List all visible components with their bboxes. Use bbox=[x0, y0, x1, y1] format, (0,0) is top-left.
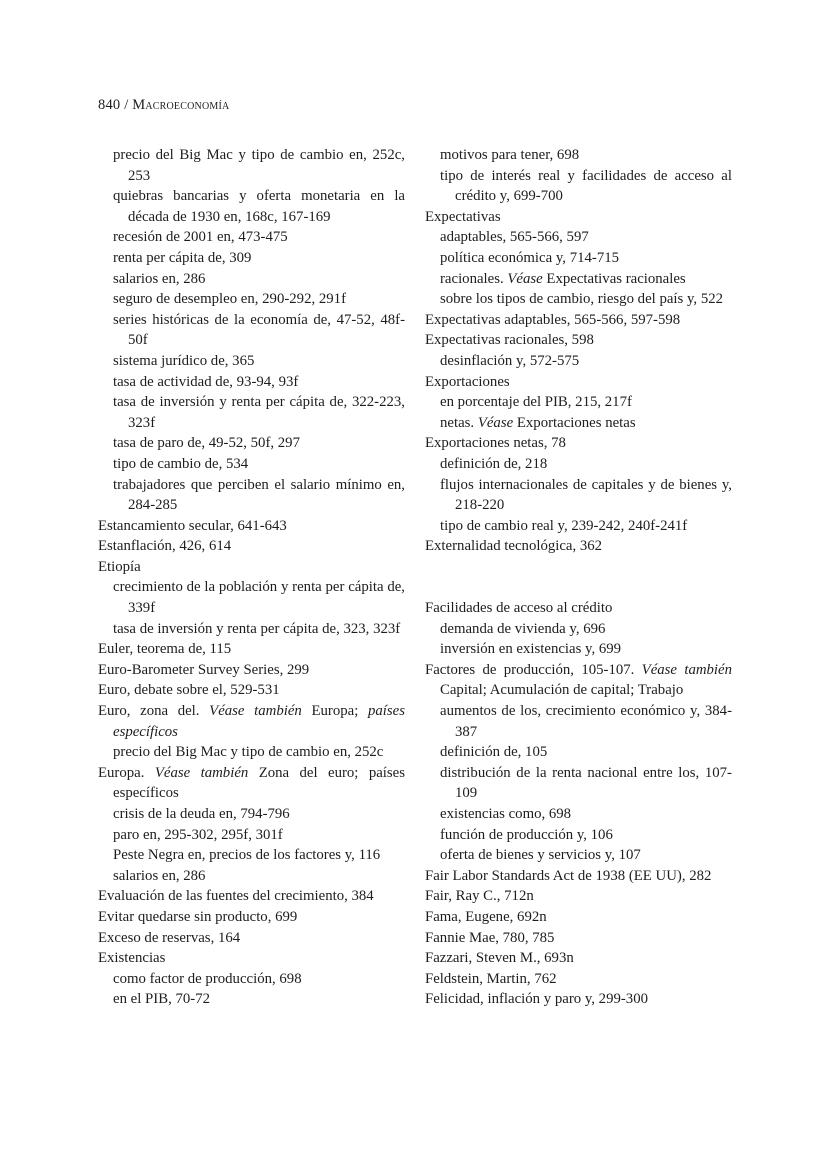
entry-text: Expectativas adaptables, 565-566, 597-598 bbox=[425, 311, 681, 328]
entry-text: flujos internacionales de capitales y de bienes y, 218-220 bbox=[440, 476, 732, 514]
index-entry bbox=[425, 660, 732, 701]
index-entry bbox=[425, 866, 732, 887]
entry-text: en el PIB, 70-72 bbox=[113, 991, 210, 1008]
entry-text: Evitar quedarse sin producto, 699 bbox=[98, 908, 298, 925]
index-subentry bbox=[98, 310, 405, 351]
index-subentry bbox=[98, 825, 405, 846]
entry-text: Etiopía bbox=[98, 558, 141, 575]
index-entry bbox=[98, 928, 405, 949]
index-subentry bbox=[425, 166, 732, 207]
index-entry bbox=[98, 886, 405, 907]
entry-text: netas. bbox=[440, 414, 478, 431]
entry-text: Fair Labor Standards Act de 1938 (EE UU), 282 bbox=[425, 867, 712, 884]
entry-text: Expectativas racionales, 598 bbox=[425, 332, 594, 349]
entry-text: Zona del euro; países específicos bbox=[113, 764, 405, 802]
entry-text: Euro, zona del. bbox=[98, 703, 210, 720]
entry-text: trabajadores que perciben el salario mínimo en, 284-285 bbox=[113, 476, 405, 514]
index-subentry bbox=[98, 866, 405, 887]
entry-text: Facilidades de acceso al crédito bbox=[425, 600, 613, 617]
index-entry bbox=[98, 680, 405, 701]
index-subentry bbox=[98, 433, 405, 454]
index-subentry bbox=[425, 475, 732, 516]
index-entry bbox=[425, 969, 732, 990]
entry-text: paro en, 295-302, 295f, 301f bbox=[113, 826, 283, 843]
entry-text: Exportaciones netas, 78 bbox=[425, 435, 566, 452]
index-subentry bbox=[98, 969, 405, 990]
index-subentry bbox=[98, 145, 405, 186]
entry-text: Expectativas bbox=[425, 208, 501, 225]
entry-text: distribución de la renta nacional entre los, 107-109 bbox=[440, 764, 732, 802]
entry-text: tipo de interés real y facilidades de acceso al crédito y, 699-700 bbox=[440, 167, 732, 205]
header-separator: / bbox=[124, 97, 129, 113]
index-entry bbox=[98, 907, 405, 928]
entry-text: renta per cápita de, 309 bbox=[113, 249, 252, 266]
index-subentry bbox=[98, 351, 405, 372]
entry-text: Europa; bbox=[301, 703, 368, 720]
index-entry bbox=[425, 207, 732, 228]
entry-text: Fannie Mae, 780, 785 bbox=[425, 929, 555, 946]
entry-text: Existencias bbox=[98, 950, 166, 967]
entry-text: Exceso de reservas, 164 bbox=[98, 929, 241, 946]
entry-text: definición de, 105 bbox=[440, 744, 548, 761]
index-entry bbox=[425, 928, 732, 949]
entry-text: existencias como, 698 bbox=[440, 806, 572, 822]
index-entry bbox=[425, 433, 732, 454]
index-subentry bbox=[425, 763, 732, 804]
index-entry bbox=[98, 639, 405, 660]
entry-text: Feldstein, Martin, 762 bbox=[425, 970, 557, 987]
index-subentry bbox=[98, 372, 405, 393]
index-subentry bbox=[425, 619, 732, 640]
index-subentry bbox=[425, 701, 732, 742]
index-column-right bbox=[425, 145, 732, 1010]
entry-text: aumentos de los, crecimiento económico y, 384-387 bbox=[440, 703, 732, 740]
running-head bbox=[98, 97, 229, 114]
index-subentry bbox=[98, 577, 405, 618]
index-subentry bbox=[425, 454, 732, 475]
index-entry bbox=[425, 907, 732, 928]
entry-text: en porcentaje del PIB, 215, 217f bbox=[440, 394, 632, 411]
index-entry bbox=[425, 372, 732, 393]
index-entry bbox=[98, 701, 405, 742]
entry-text: Euro, debate sobre el, 529-531 bbox=[98, 682, 280, 699]
cross-reference-label: Véase bbox=[477, 414, 514, 431]
entry-text: Factores de producción, 105-107. bbox=[425, 661, 642, 678]
book-title: Macroeconomía bbox=[132, 97, 230, 113]
index-entry bbox=[425, 536, 732, 557]
entry-text: precio del Big Mac y tipo de cambio en, 252c bbox=[113, 744, 384, 761]
index-subentry bbox=[98, 454, 405, 475]
index-subentry bbox=[98, 227, 405, 248]
index-subentry bbox=[98, 845, 405, 866]
index-entry bbox=[98, 516, 405, 537]
entry-text: Fair, Ray C., 712n bbox=[425, 888, 534, 905]
entry-text: demanda de vivienda y, 696 bbox=[440, 620, 606, 637]
entry-text: racionales. bbox=[440, 270, 508, 287]
index-entry bbox=[425, 310, 732, 331]
index-subentry bbox=[425, 516, 732, 537]
index-subentry bbox=[98, 289, 405, 310]
entry-text: desinflación y, 572-575 bbox=[440, 352, 580, 369]
index-subentry bbox=[98, 186, 405, 227]
entry-text: Euler, teorema de, 115 bbox=[98, 641, 232, 658]
index-subentry bbox=[98, 269, 405, 290]
entry-text: Externalidad tecnológica, 362 bbox=[425, 538, 603, 555]
entry-text: Fama, Eugene, 692n bbox=[425, 908, 547, 925]
index-subentry bbox=[425, 392, 732, 413]
index-subentry bbox=[98, 619, 405, 640]
index-subentry bbox=[98, 804, 405, 825]
entry-text: recesión de 2001 en, 473-475 bbox=[113, 229, 288, 246]
index-subentry bbox=[98, 475, 405, 516]
index-subentry bbox=[425, 639, 732, 660]
entry-text: definición de, 218 bbox=[440, 455, 548, 472]
index-subentry bbox=[98, 742, 405, 763]
index-entry bbox=[425, 330, 732, 351]
index-subentry bbox=[98, 392, 405, 433]
entry-text: tasa de inversión y renta per cápita de, 322-223, 323f bbox=[113, 394, 405, 431]
entry-text: precio del Big Mac y tipo de cambio en, 252c, 253 bbox=[113, 147, 405, 184]
index-subentry bbox=[425, 742, 732, 763]
page-number: 840 bbox=[98, 97, 121, 113]
entry-text: inversión en existencias y, 699 bbox=[440, 641, 622, 658]
entry-text: salarios en, 286 bbox=[113, 867, 206, 884]
entry-text: Europa. bbox=[98, 764, 155, 781]
entry-text: crisis de la deuda en, 794-796 bbox=[113, 806, 290, 822]
index-subentry bbox=[425, 248, 732, 269]
entry-text: función de producción y, 106 bbox=[440, 826, 613, 843]
cross-reference-label: Véase también bbox=[641, 661, 732, 678]
entry-text: adaptables, 565-566, 597 bbox=[440, 229, 589, 246]
entry-text: tasa de inversión y renta per cápita de, 323, 323f bbox=[113, 620, 401, 637]
index-entry bbox=[425, 598, 732, 619]
index-entry bbox=[425, 886, 732, 907]
entry-text: Euro-Barometer Survey Series, 299 bbox=[98, 661, 310, 678]
index-subentry bbox=[425, 227, 732, 248]
index-column-left bbox=[98, 145, 405, 1010]
section-gap bbox=[425, 557, 732, 598]
entry-text: Expectativas racionales bbox=[542, 270, 686, 287]
entry-text: salarios en, 286 bbox=[113, 270, 206, 287]
entry-text: Estancamiento secular, 641-643 bbox=[98, 517, 287, 534]
entry-text: crecimiento de la población y renta per cápita de, 339f bbox=[113, 579, 405, 617]
index-subentry bbox=[425, 351, 732, 372]
index-subentry bbox=[425, 145, 732, 166]
entry-text: tasa de actividad de, 93-94, 93f bbox=[113, 373, 299, 390]
entry-text: tipo de cambio de, 534 bbox=[113, 455, 249, 472]
index-entry bbox=[98, 948, 405, 969]
entry-text: tasa de paro de, 49-52, 50f, 297 bbox=[113, 435, 300, 452]
entry-text: series históricas de la economía de, 47-52, 48f-50f bbox=[113, 311, 405, 349]
entry-text: como factor de producción, 698 bbox=[113, 970, 302, 987]
index-entry bbox=[425, 989, 732, 1010]
cross-reference-label: Véase también bbox=[209, 703, 302, 720]
entry-text: Evaluación de las fuentes del crecimiento, 384 bbox=[98, 888, 374, 905]
entry-text: motivos para tener, 698 bbox=[440, 147, 580, 163]
entry-text: sistema jurídico de, 365 bbox=[113, 352, 255, 369]
index-subentry bbox=[425, 413, 732, 434]
entry-text: Estanflación, 426, 614 bbox=[98, 538, 232, 555]
index-subentry bbox=[425, 269, 732, 290]
index-subentry bbox=[98, 248, 405, 269]
entry-text: sobre los tipos de cambio, riesgo del país y, 522 bbox=[440, 291, 724, 308]
cross-reference-label: Véase bbox=[507, 270, 543, 287]
entry-text: política económica y, 714-715 bbox=[440, 249, 620, 266]
entry-text: quiebras bancarias y oferta monetaria en la década de 1930 en, 168c, 167-169 bbox=[113, 188, 405, 225]
index-subentry bbox=[425, 825, 732, 846]
index-entry bbox=[98, 536, 405, 557]
entry-text: oferta de bienes y servicios y, 107 bbox=[440, 847, 641, 864]
entry-text: seguro de desempleo en, 290-292, 291f bbox=[113, 291, 346, 308]
index-entry bbox=[98, 557, 405, 578]
index-subentry bbox=[425, 804, 732, 825]
index-entry bbox=[98, 763, 405, 804]
index-entry bbox=[98, 660, 405, 681]
entry-text: Exportaciones netas bbox=[513, 414, 636, 431]
cross-reference-label: Véase también bbox=[154, 764, 249, 781]
entry-text: Exportaciones bbox=[425, 373, 510, 390]
index-entry bbox=[425, 948, 732, 969]
index-subentry bbox=[425, 289, 732, 310]
entry-text: Fazzari, Steven M., 693n bbox=[425, 950, 574, 967]
entry-text: Capital; Acumulación de capital; Trabajo bbox=[440, 682, 684, 699]
index-subentry bbox=[98, 989, 405, 1010]
entry-text: tipo de cambio real y, 239-242, 240f-241f bbox=[440, 517, 688, 534]
index-subentry bbox=[425, 845, 732, 866]
cross-reference-label: países específicos bbox=[113, 703, 405, 740]
entry-text: Felicidad, inflación y paro y, 299-300 bbox=[425, 991, 648, 1008]
entry-text: Peste Negra en, precios de los factores y, 116 bbox=[113, 847, 381, 864]
